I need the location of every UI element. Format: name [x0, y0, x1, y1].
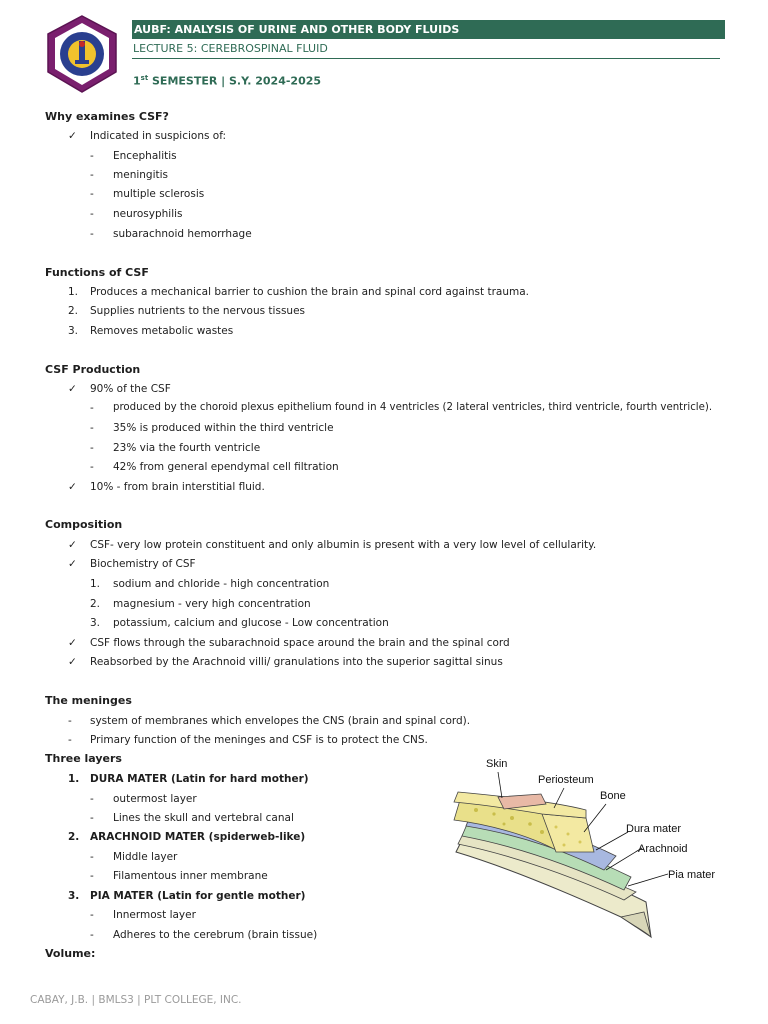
semester-text: SEMESTER | S.Y. 2024-2025 [148, 74, 322, 88]
check-icon: ✓ [68, 383, 77, 395]
list-item: CSF flows through the subarachnoid space around the brain and the spinal cord [90, 637, 510, 649]
section-heading-why: Why examines CSF? [45, 110, 169, 123]
layer-name: ARACHNOID MATER [90, 831, 206, 843]
dash-icon: - [90, 793, 94, 805]
list-item: 90% of the CSF [90, 383, 171, 395]
list-number: 2. [68, 305, 79, 317]
layer-title [90, 830, 305, 844]
list-item: subarachnoid hemorrhage [113, 228, 252, 240]
dash-icon: - [90, 870, 94, 882]
list-item: Lines the skull and vertebral canal [113, 812, 294, 824]
list-item: Removes metabolic wastes [90, 325, 234, 337]
check-icon: ✓ [68, 539, 77, 551]
list-item: produced by the choroid plexus epithelium found in 4 ventricles (2 lateral ventricles, third ventricle, fourth ventricle). [113, 402, 713, 413]
list-item: Supplies nutrients to the nervous tissues [90, 305, 305, 317]
dash-icon: - [90, 442, 94, 454]
dash-icon: - [68, 715, 72, 727]
dash-icon: - [90, 150, 94, 162]
dash-icon: - [68, 734, 72, 746]
subheading-three-layers: Three layers [45, 752, 122, 765]
dash-icon: - [90, 169, 94, 181]
list-number: 3. [90, 617, 101, 629]
layer-desc: (Latin for gentle mother) [153, 890, 306, 902]
list-item: outermost layer [113, 793, 197, 805]
dash-icon: - [90, 422, 94, 434]
page-footer: CABAY, J.B. | BMLS3 | PLT COLLEGE, INC. [30, 994, 242, 1006]
list-number: 3. [68, 325, 79, 337]
subheading-volume: Volume: [45, 947, 96, 960]
list-item: 23% via the fourth ventricle [113, 442, 261, 454]
semester-suffix: st [140, 74, 149, 82]
check-icon: ✓ [68, 481, 77, 493]
list-item: system of membranes which envelopes the CNS (brain and spinal cord). [90, 715, 471, 727]
section-heading-functions: Functions of CSF [45, 266, 149, 279]
list-item: magnesium - very high concentration [113, 598, 311, 610]
label-dura-mater: Dura mater [626, 823, 682, 835]
dash-icon: - [90, 909, 94, 921]
check-icon: ✓ [68, 637, 77, 649]
why-intro: Indicated in suspicions of: [90, 130, 227, 142]
layer-title [90, 889, 305, 903]
list-item: Biochemistry of CSF [90, 558, 196, 570]
list-item: 35% is produced within the third ventricle [113, 422, 334, 434]
lecture-title: LECTURE 5: CEREBROSPINAL FLUID [133, 42, 328, 55]
college-logo [44, 14, 120, 94]
list-number: 1. [90, 578, 101, 590]
list-number: 1. [68, 286, 79, 298]
list-item: Reabsorbed by the Arachnoid villi/ granulations into the superior sagittal sinus [90, 656, 503, 668]
course-title-bar [132, 20, 725, 39]
list-item: 10% - from brain interstitial fluid. [90, 481, 265, 493]
list-item: CSF- very low protein constituent and only albumin is present with a very low level of cellularity. [90, 539, 597, 551]
label-arachnoid: Arachnoid [638, 843, 688, 855]
label-periosteum: Periosteum [538, 774, 594, 786]
section-heading-composition: Composition [45, 518, 123, 531]
list-item: Filamentous inner membrane [113, 870, 268, 882]
label-bone: Bone [600, 790, 626, 802]
course-title: AUBF: ANALYSIS OF URINE AND OTHER BODY FLUIDS [134, 23, 460, 36]
check-icon: ✓ [68, 656, 77, 668]
layer-number: 1. [68, 773, 80, 785]
list-number: 2. [90, 598, 101, 610]
list-item: potassium, calcium and glucose - Low concentration [113, 617, 389, 629]
layer-name: PIA MATER [90, 890, 154, 902]
meninges-diagram [446, 752, 726, 942]
list-item: Adheres to the cerebrum (brain tissue) [113, 929, 318, 941]
list-item: multiple sclerosis [113, 188, 205, 200]
dash-icon: - [90, 461, 94, 473]
label-pia-mater: Pia mater [668, 869, 716, 881]
dash-icon: - [90, 208, 94, 220]
list-item: Middle layer [113, 851, 178, 863]
semester-number: 1 [133, 74, 141, 88]
list-item: neurosyphilis [113, 208, 183, 220]
list-item: Primary function of the meninges and CSF is to protect the CNS. [90, 734, 428, 746]
list-item: sodium and chloride - high concentration [113, 578, 330, 590]
dash-icon: - [90, 188, 94, 200]
dash-icon: - [90, 228, 94, 240]
layer-name: DURA MATER [90, 773, 168, 785]
check-icon: ✓ [68, 130, 77, 142]
dash-icon: - [90, 929, 94, 941]
check-icon: ✓ [68, 558, 77, 570]
dash-icon: - [90, 851, 94, 863]
section-heading-meninges: The meninges [45, 694, 132, 707]
layer-number: 3. [68, 890, 80, 902]
layer-desc: (spiderweb-like) [205, 831, 306, 843]
dash-icon: - [90, 402, 94, 414]
header-divider [132, 58, 720, 59]
list-item: meningitis [113, 169, 169, 181]
layer-desc: (Latin for hard mother) [167, 773, 309, 785]
layer-number: 2. [68, 831, 80, 843]
list-item: Innermost layer [113, 909, 196, 921]
list-item: Encephalitis [113, 150, 177, 162]
label-skin: Skin [486, 758, 508, 770]
section-heading-production: CSF Production [45, 363, 141, 376]
list-item: Produces a mechanical barrier to cushion the brain and spinal cord against trauma. [90, 286, 529, 298]
list-item: 42% from general ependymal cell filtration [113, 461, 339, 473]
semester-line [133, 74, 321, 88]
dash-icon: - [90, 812, 94, 824]
layer-title [90, 772, 309, 786]
